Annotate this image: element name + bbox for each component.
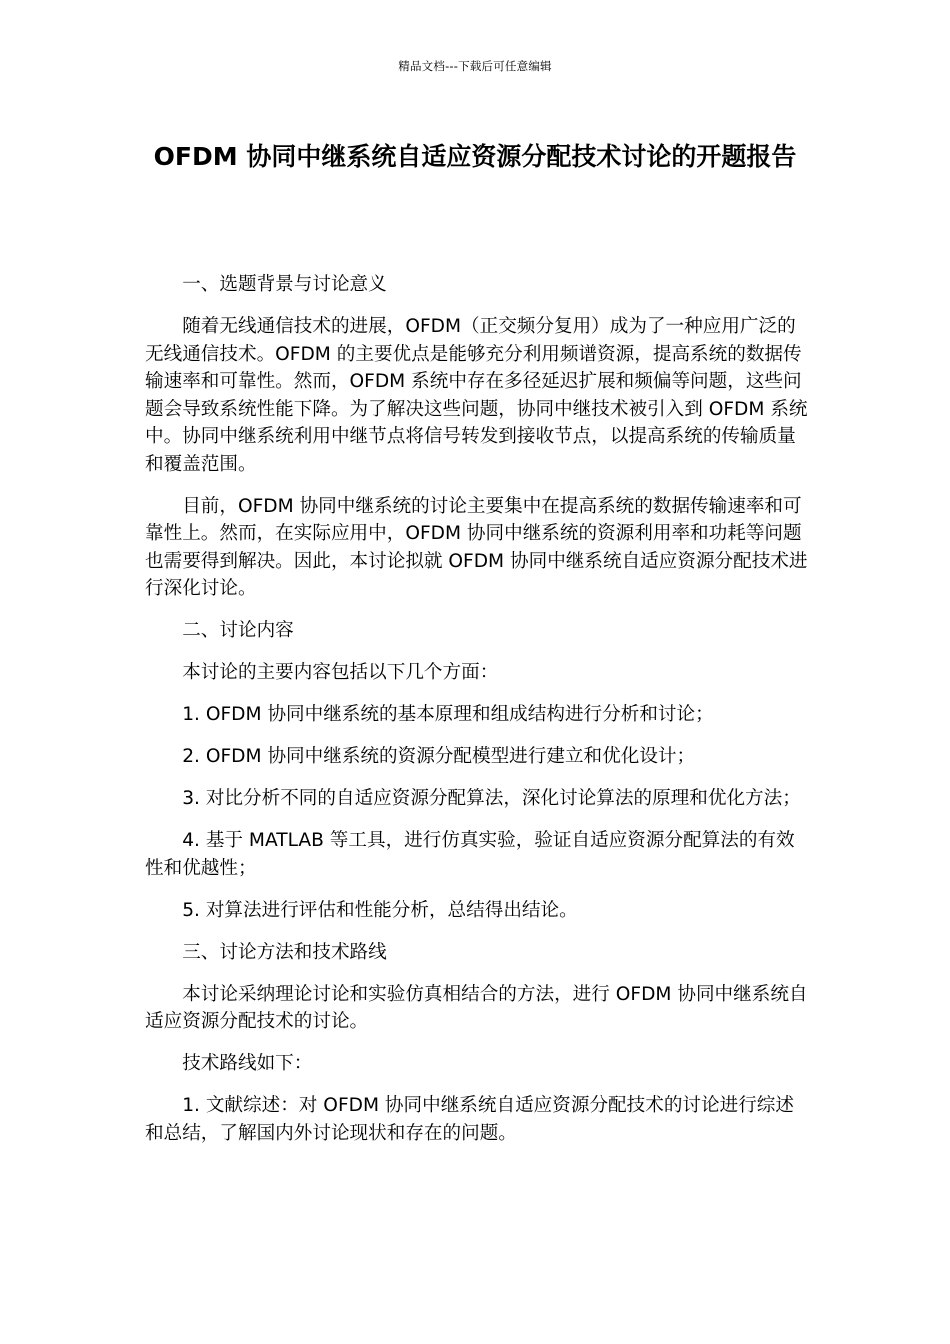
list-item: 2. OFDM 协同中继系统的资源分配模型进行建立和优化设计； <box>182 746 696 767</box>
section-heading-background: 一、选题背景与讨论意义 <box>182 274 387 295</box>
list-item: 4. 基于 MATLAB 等工具，进行仿真实验，验证自适应资源分配算法的有效性和优越性； <box>145 830 795 879</box>
paragraph-methods: 本讨论采纳理论讨论和实验仿真相结合的方法，进行 OFDM 协同中继系统自适应资源分配技术的讨论。 <box>145 983 808 1032</box>
list-item: 5. 对算法进行评估和性能分析，总结得出结论。 <box>182 899 578 921</box>
list-item: 3. 对比分析不同的自适应资源分配算法，深化讨论算法的原理和优化方法； <box>182 788 801 809</box>
paragraph-content-intro: 本讨论的主要内容包括以下几个方面： <box>182 662 499 683</box>
document-title: OFDM 协同中继系统自适应资源分配技术讨论的开题报告 <box>153 142 797 171</box>
list-item: 1. 文献综述：对 OFDM 协同中继系统自适应资源分配技术的讨论进行综述和总结，了解国内外讨论现状和存在的问题。 <box>145 1095 794 1144</box>
paragraph-roadmap-intro: 技术路线如下： <box>182 1053 313 1074</box>
section-heading-methods: 三、讨论方法和技术路线 <box>182 941 387 963</box>
page-header-note: 精品文档---下载后可任意编辑 <box>398 59 552 73</box>
document-body <box>145 271 810 1162</box>
paragraph-current-status: 目前，OFDM 协同中继系统的讨论主要集中在提高系统的数据传输速率和可靠性上。然而，在实际应用中，OFDM 协同中继系统的资源利用率和功耗等问题也需要得到解决。因此，本讨论拟就 OFDM 协同中继系统自适应资源分配技术进行深化讨论。 <box>145 495 808 599</box>
section-heading-content: 二、讨论内容 <box>182 620 294 641</box>
list-item: 1. OFDM 协同中继系统的基本原理和组成结构进行分析和讨论； <box>182 704 714 725</box>
paragraph-background: 随着无线通信技术的进展，OFDM（正交频分复用）成为了一种应用广泛的无线通信技术。OFDM 的主要优点是能够充分利用频谱资源，提高系统的数据传输速率和可靠性。然而，OFDM 系统中存在多径延迟扩展和频偏等问题，这些问题会导致系统性能下降。为了解决这些问题，协同中继技术被引入到 OFDM 系统中。协同中继系统利用中继节点将信号转发到接收节点，以提高系统的传输质量和覆盖范围。 <box>145 316 808 475</box>
